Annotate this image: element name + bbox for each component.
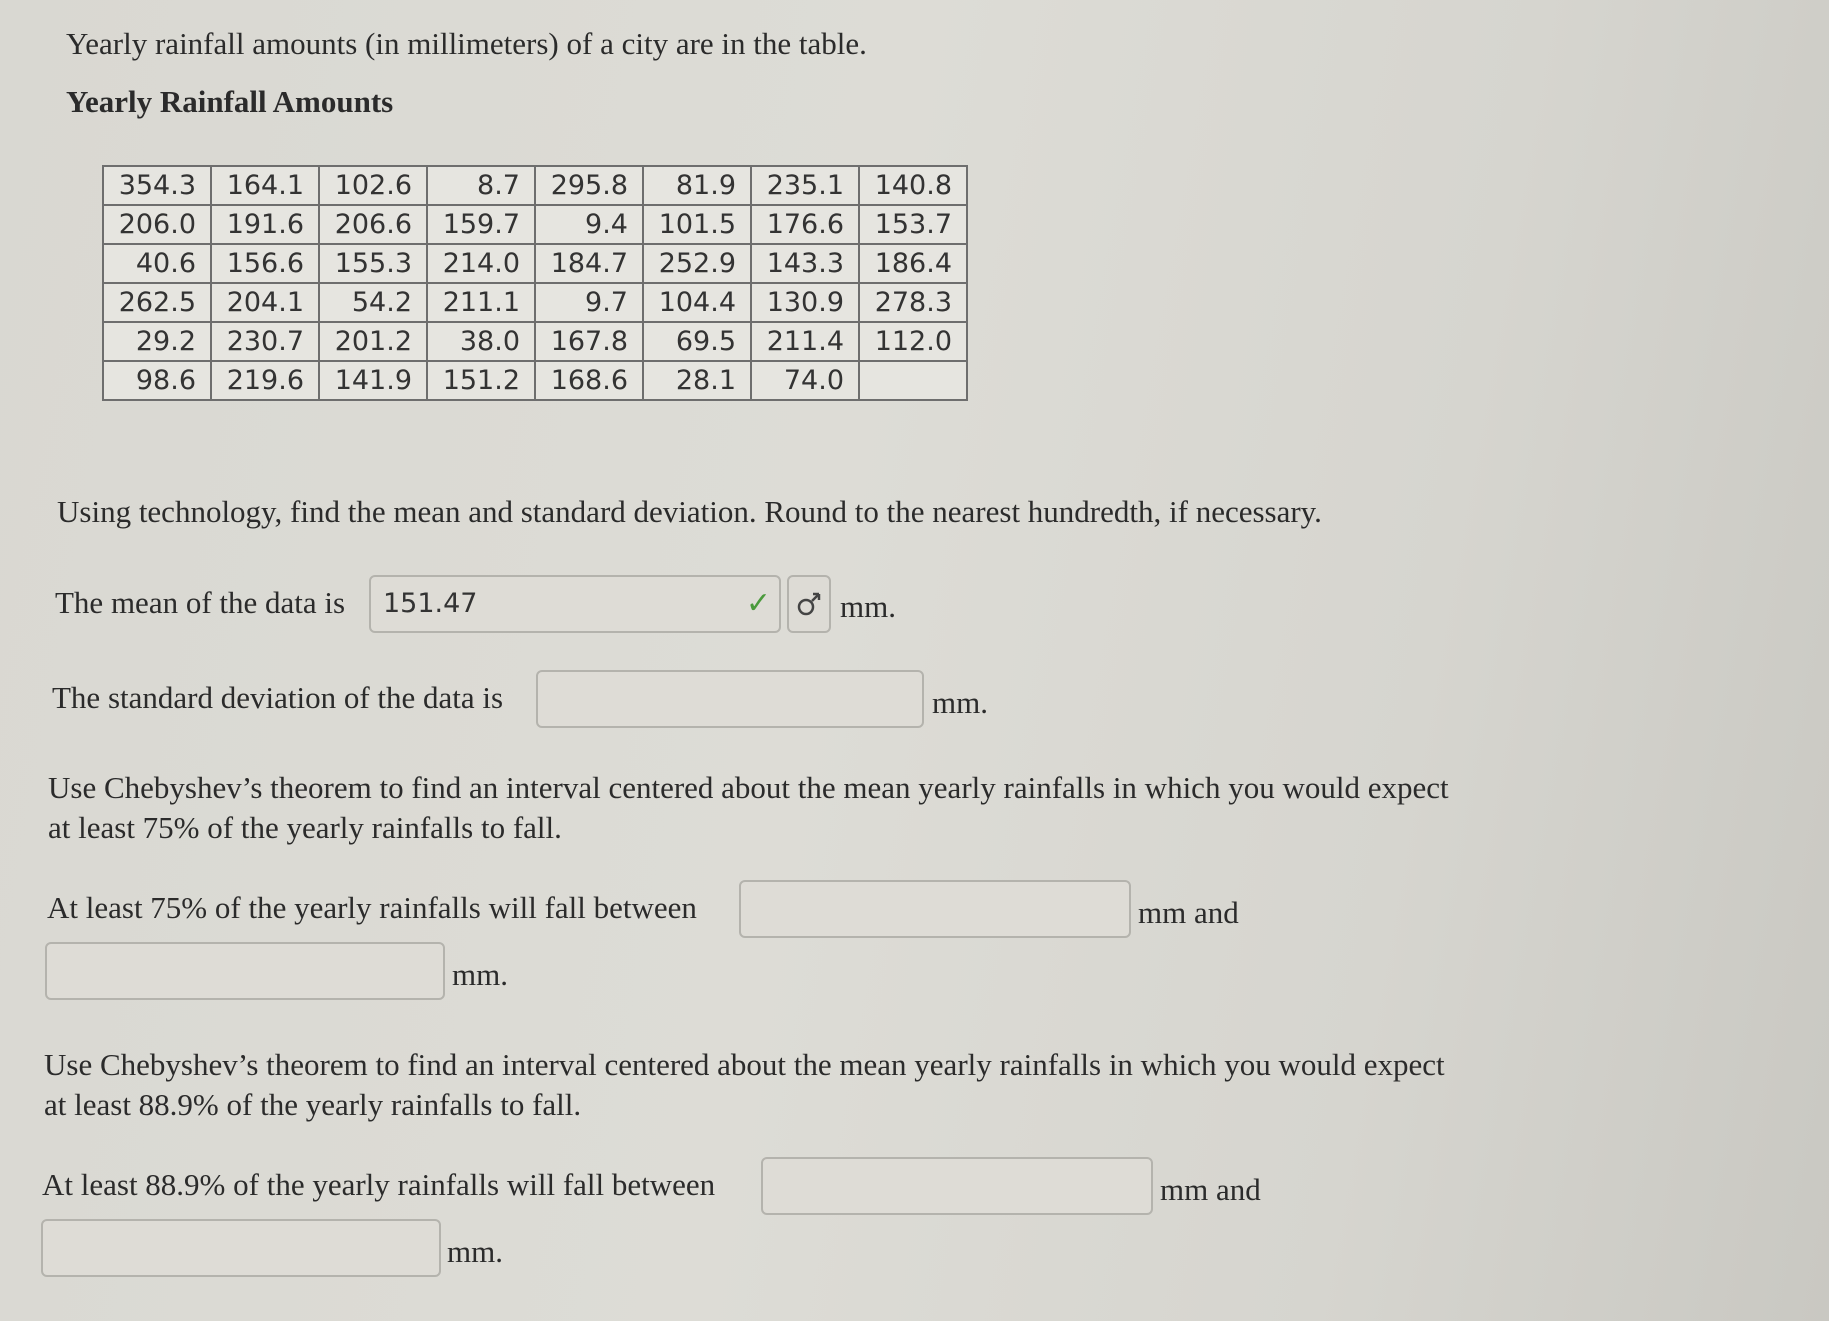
q75-lower-input[interactable] [739, 880, 1131, 938]
mean-input[interactable] [369, 575, 781, 633]
table-title: Yearly Rainfall Amounts [66, 84, 394, 119]
table-cell: 28.1 [643, 361, 751, 400]
table-cell: 98.6 [103, 361, 211, 400]
table-row [103, 166, 967, 205]
q75-and-text: mm and [1138, 895, 1239, 930]
table-cell: 101.5 [643, 205, 751, 244]
intro-text: Yearly rainfall amounts (in millimeters) of a city are in the table. [66, 26, 867, 61]
q889-label: At least 88.9% of the yearly rainfalls will fall between [42, 1167, 716, 1202]
table-cell: 141.9 [319, 361, 427, 400]
table-cell: 204.1 [211, 283, 319, 322]
table-cell: 201.2 [319, 322, 427, 361]
q75-unit: mm. [452, 957, 508, 992]
table-cell: 191.6 [211, 205, 319, 244]
q75-label: At least 75% of the yearly rainfalls will fall between [47, 890, 697, 925]
table-row [103, 361, 967, 400]
table-cell: 104.4 [643, 283, 751, 322]
table-cell: 81.9 [643, 166, 751, 205]
table-cell: 235.1 [751, 166, 859, 205]
table-cell: 159.7 [427, 205, 535, 244]
table-cell: 230.7 [211, 322, 319, 361]
table-cell: 354.3 [103, 166, 211, 205]
table-row [103, 283, 967, 322]
table-cell: 102.6 [319, 166, 427, 205]
table-row [103, 322, 967, 361]
table-cell: 140.8 [859, 166, 967, 205]
q889-prompt: Use Chebyshev’s theorem to find an interval centered about the mean yearly rainfalls in which you would expect at least 88.9% of the yearly rainfalls to fall. [44, 1047, 1445, 1122]
table-cell: 176.6 [751, 205, 859, 244]
table-cell: 130.9 [751, 283, 859, 322]
table-cell: 278.3 [859, 283, 967, 322]
table-cell: 214.0 [427, 244, 535, 283]
std-label: The standard deviation of the data is [52, 680, 504, 715]
q889-and-text: mm and [1160, 1172, 1261, 1207]
q75-prompt: Use Chebyshev’s theorem to find an interval centered about the mean yearly rainfalls in which you would expect at least 75% of the yearly rainfalls to fall. [48, 770, 1449, 845]
std-input[interactable] [536, 670, 924, 728]
compute-icon [789, 577, 829, 631]
mean-label: The mean of the data is [55, 585, 346, 620]
table-row [103, 205, 967, 244]
table-cell: 219.6 [211, 361, 319, 400]
check-icon: ✓ [745, 586, 771, 621]
table-cell: 151.2 [427, 361, 535, 400]
table-cell: 9.7 [535, 283, 643, 322]
q889-lower-input[interactable] [761, 1157, 1153, 1215]
table-row [103, 244, 967, 283]
instruction-text: Using technology, find the mean and standard deviation. Round to the nearest hundredth, if necessary. [57, 494, 1322, 529]
table-cell: 54.2 [319, 283, 427, 322]
table-cell: 40.6 [103, 244, 211, 283]
table-cell: 211.1 [427, 283, 535, 322]
table-cell: 164.1 [211, 166, 319, 205]
compute-button[interactable] [787, 575, 831, 633]
table-cell: 206.0 [103, 205, 211, 244]
table-cell: 184.7 [535, 244, 643, 283]
table-cell: 295.8 [535, 166, 643, 205]
table-cell: 252.9 [643, 244, 751, 283]
table-cell: 167.8 [535, 322, 643, 361]
std-unit: mm. [932, 685, 988, 720]
table-cell: 156.6 [211, 244, 319, 283]
table-cell: 155.3 [319, 244, 427, 283]
rainfall-table [102, 165, 968, 401]
q889-unit: mm. [447, 1234, 503, 1269]
mean-unit: mm. [840, 589, 896, 624]
table-cell: 112.0 [859, 322, 967, 361]
table-cell: 38.0 [427, 322, 535, 361]
table-cell: 143.3 [751, 244, 859, 283]
table-cell: 262.5 [103, 283, 211, 322]
table-cell: 186.4 [859, 244, 967, 283]
q889-upper-input[interactable] [41, 1219, 441, 1277]
table-cell: 168.6 [535, 361, 643, 400]
table-cell: 211.4 [751, 322, 859, 361]
q75-upper-input[interactable] [45, 942, 445, 1000]
mean-value: 151.47 [383, 588, 478, 619]
table-cell: 69.5 [643, 322, 751, 361]
table-cell: 8.7 [427, 166, 535, 205]
table-cell: 74.0 [751, 361, 859, 400]
table-cell: 9.4 [535, 205, 643, 244]
table-cell: 153.7 [859, 205, 967, 244]
table-cell [859, 361, 967, 400]
table-cell: 29.2 [103, 322, 211, 361]
table-cell: 206.6 [319, 205, 427, 244]
